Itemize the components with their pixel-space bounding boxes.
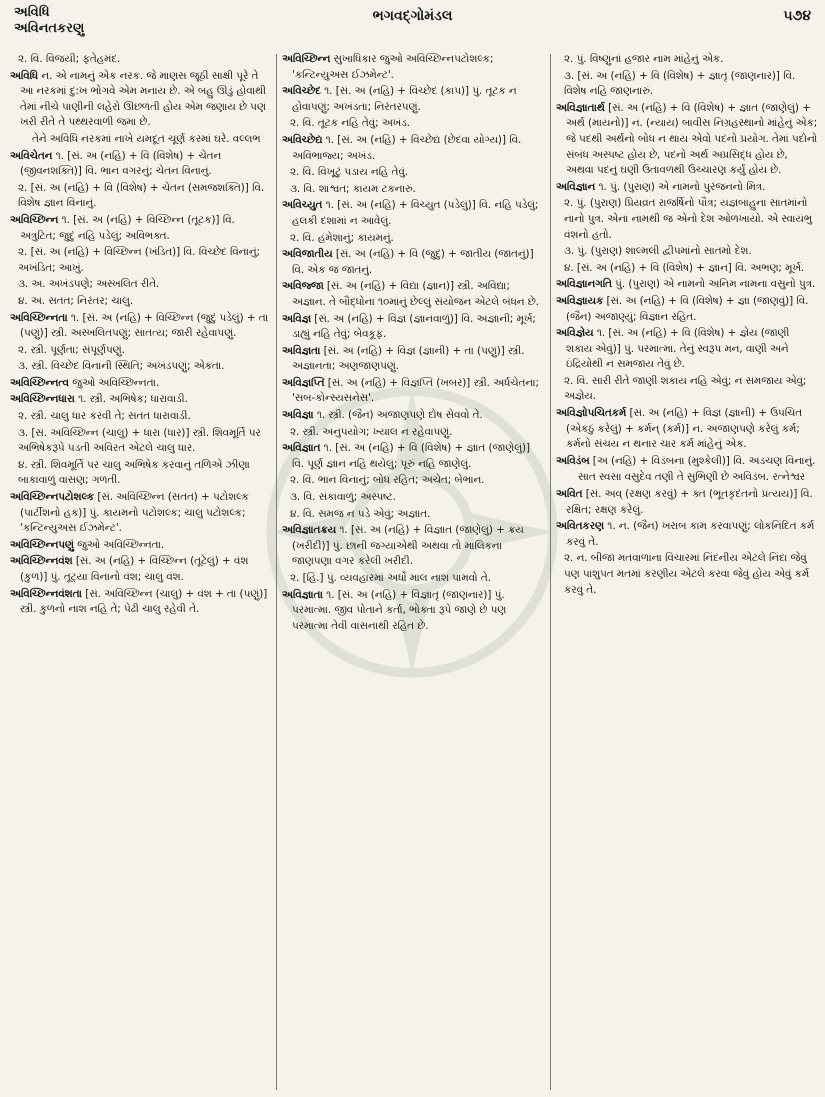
entry-sense: ૩. સ્ત્રી. વિચ્છેદ વિનાની સ્થિતિ; અખંડપણું; એકતા. bbox=[18, 360, 225, 373]
dictionary-entry: અવિજ્ઞા ૧. સ્ત્રી. (જૈન) અજાણપણે દોષ સેવવો તે. bbox=[282, 409, 483, 422]
guide-word-first: અવિધિ bbox=[14, 5, 50, 20]
dictionary-entry: અવિજ્જા [સં. અ (નહિ) + વિદ્યા (જ્ઞાન)] સ્ત્રી. અવિદ્યા; અજ્ઞાન. તે બૌદ્ધોના ૧૦માંનું છેલ્લું સંયોજન એટલે બંધન છે. bbox=[282, 280, 539, 308]
page-number: ૫૭૪ bbox=[783, 8, 811, 24]
entry-sense: ૪. [સં. અ (નહિ) + વિ (વિશેષ) + જ્ઞાન] વિ. અભણ; મૂર્ખ. bbox=[564, 261, 805, 274]
dictionary-entry: અવિડંબ [અ (નહિ) + વિડંબના (મુશ્કેલી)] વિ. અડચણ વિનાનું. bbox=[556, 454, 816, 467]
headword: અવિજ્ઞા bbox=[282, 409, 314, 422]
entry-sense: ૨. વિ. વિખૂટું પડાય નહિ તેવું. bbox=[290, 166, 409, 179]
headword: અવિચ્છિન્ન bbox=[10, 213, 59, 226]
entry-sense: ૨. [સં. અ (નહિ) + વિચ્છિન્ન (ખંડિત)] વિ. વિચ્છેદ વિનાનું; અખંડિત; આખું. bbox=[18, 246, 261, 274]
headword: અવિચ્છિન્ન bbox=[282, 53, 331, 65]
dictionary-entry: અવિચ્છિન્ન ૧. [સં. અ (નહિ) + વિચ્છિન્ન (તૂટક)] વિ. અત્રુટિત; જુદું નહિ પડેલું; અવિભક્ત. bbox=[10, 213, 235, 242]
headword: અવિચ્છિન્નતા bbox=[10, 311, 68, 324]
dictionary-entry: અવિચ્છિન્નવંશતા [સં. અવિચ્છિન્ન (ચાલુ) + વંશ + તા (પણું)] સ્ત્રી. કુળનો નાશ નહિ તે; પેઢી ચાલુ રહેવી તે. bbox=[10, 587, 268, 616]
column-divider bbox=[276, 54, 277, 1090]
dictionary-entry: અવિચેતન ૧. [સં. અ (નહિ) + વિ (વિશેષ) + ચેતન (જીવનશક્તિ)] વિ. ભાન વગરનું; ચેતન વિનાનું. bbox=[10, 149, 222, 178]
dictionary-entry: અવિજાતીય [સં. અ (નહિ) + વિ (જુદું) + જાતીય (જાતનું)] વિ. એક જ જાતનું. bbox=[282, 248, 534, 276]
dictionary-entry: અવિચ્યુત ૧. [સં. અ (નહિ) + વિચ્યુત (પડેલું)] વિ. નહિ પડેલું; હલકી દશામાં ન આવેલું. bbox=[282, 199, 539, 227]
entry-sense: ૩. પું. (પુરાણ) શાલ્મલી દ્વીપમાંનો સાતમો દેશ. bbox=[564, 245, 752, 258]
dictionary-entry: અવિચ્છિન્નપટોશલ્ક [સં. અવિચ્છિન્ન (સતત) + પટોશલ્ક (પાર્ટીશનો હક)] પું. કાયમનો પટોશલ્ક; ચાલુ પટોશલ્ક; 'કન્ટિન્યુઅસ ઈઝમેન્ટ'. bbox=[10, 491, 249, 535]
entry-sense: ૨. સ્ત્રી. પૂર્ણતા; સંપૂર્ણપણું. bbox=[18, 343, 125, 356]
headword: અવિજ્ઞ bbox=[282, 312, 312, 325]
dictionary-entry: અવિચ્છેદ ૧. [સં. અ (નહિ) + વિચ્છેદ (કાપ)] પું. તૂટક ન હોવાપણું; અખંડતા; નિરંતરપણું. bbox=[282, 85, 517, 113]
entry-sense: ૨. વિ. ભાન વિનાનું; બોધ રહિત; અચેત; બેભાન. bbox=[290, 474, 485, 487]
guide-word-last: અવિનતકરણુ bbox=[14, 21, 85, 36]
headword: અવિચ્છિન્નવંશતા bbox=[10, 587, 82, 600]
entry-quotation: સાત સ્વસા વસુદેવ તણી તે સુભિણી છે અવિડંબ. રત્નેશ્વર bbox=[578, 471, 806, 484]
entry-sense: ૪. અ. સતત; નિરંતર; ચાલુ. bbox=[18, 294, 134, 307]
headword: અવિજ્ઞપ્તિ bbox=[282, 376, 325, 389]
dictionary-entry: અવિચ્છિન્ન સુખાધિકાર જુઓ અવિચ્છિન્નપટોશલ્ક; 'કન્ટિન્યુઅસ ઈઝમેન્ટ'. bbox=[282, 53, 494, 81]
headword: અવિજ્ઞાતક્રય bbox=[282, 524, 337, 537]
entry-sense: ૨. સ્ત્રી. અનુપયોગ; ખ્યાલ ન રહેવાપણું. bbox=[290, 425, 453, 438]
entry-sense: ૨. વિ. તૂટક નહિ તેવું; અખંડ. bbox=[290, 117, 411, 130]
dictionary-entry: અવિજ્ઞાતા ૧. [સં. અ (નહિ) + વિજ્ઞાતૃ (જાણનાર)] પું. પરમાત્મા. જીવ પોતાને કર્તા, ભોક્તા રૂપે જાણે છે પણ પરમાત્મા તેવી વાસનાથી રહિત છે. bbox=[282, 588, 507, 632]
entry-sense: ૩. [સં. અવિચ્છિન્ન (ચાલુ) + ધારા (ધાર)] સ્ત્રી. શિવમૂર્તિ પર અભિષેકરૂપે પડતી અવિરત એટલે ચાલુ ધાર. bbox=[18, 426, 261, 455]
headword: અવિજ્ઞાયક bbox=[556, 294, 604, 307]
headword: અવિજ્ઞતા bbox=[282, 344, 321, 357]
headword: અવિચ્છેદ્ય bbox=[282, 133, 323, 146]
dictionary-entry: અવિજ્ઞેય ૧. [સં. અ (નહિ) + વિ (વિશેષ) + જ્ઞેય (જાણી શકાય એવું)] પું. પરમાત્મા. તેનું સ્વરૂપ મન, વાણી અને ઇંદ્રિયોથી ન સમજાય તેવું છે. bbox=[556, 327, 790, 371]
headword: અવિજ્ઞાન bbox=[556, 180, 596, 193]
entry-sense: ૨. પું. (પુરાણ) પ્રિયવ્રત રાજર્ષિનો પૌત્ર; યજ્ઞબાહુના સાતમાંનો નાનો પુત્ર. એના નામથી જ એનો દેશ ઓળખાયો. એ સ્વાયંભુ વંશનો હતો. bbox=[564, 197, 813, 241]
headword: અવિજાતીય bbox=[282, 248, 333, 261]
entry-sense: ૨. ન. બીજા મતવાળાના વિચારમાં નિંદનીય એટલે નિંદા જેવું પણ પાશુપત મતમાં કરણીય એટલે કરવા જેવું હોય એવું કર્મ કરવું તે. bbox=[564, 552, 810, 596]
dictionary-entry: અવિચ્છિન્નતા ૧. [સં. અ (નહિ) + વિચ્છિન્ન (જુદું પડેલું) + તા (પણું)] સ્ત્રી. અસ્ખલિતપણું; સાતત્ય; જારી રહેવાપણું. bbox=[10, 311, 269, 340]
entry-sense: ૩. [સં. અ (નહિ) + વિ (વિશેષ) + જ્ઞાતૃ (જાણનાર)] વિ. વિશેષ નહિ જાણનારું. bbox=[564, 69, 796, 98]
entry-quotation: તેને અવિધિ નરકમાં નાખે યમદૂત ચૂર્ણ કરમાં ઘરે. વલ્લભ bbox=[32, 132, 261, 145]
headword: અવિજ્ઞેય bbox=[556, 327, 594, 340]
column-divider bbox=[550, 54, 551, 1090]
entry-sense: ૨. [સં. અ (નહિ) + વિ (વિશેષ) + ચેતન (સમજશક્તિ)] વિ. વિશેષ જ્ઞાન વિનાનું. bbox=[18, 181, 265, 210]
dictionary-entry: અવિજ્ઞાતાર્થ [સં. અ (નહિ) + વિ (વિશેષ) + જ્ઞાત (જાણેલું) + અર્થ (માયનો)] ન. (ન્યાય) બાવીસ નિગ્રહસ્થાનો માંહેનું એક; જે પદથી અર્થનો બોધ ન થાય એવો પદનો પ્રયોગ. તેમાં પદોનો સંબંધ અસ્પષ્ટ હોય છે, પદનો અર્થ અપ્રસિદ્ધ હોય છે, અથવા પદનું ઘણી ઉતાવળથી ઉચ્ચારણ કર્યું હોય છે. bbox=[556, 101, 818, 177]
headword: અવિજ્ઞાત bbox=[282, 442, 321, 455]
headword: અવિચ્યુત bbox=[282, 199, 323, 212]
dictionary-entry: અવિજ્ઞતા [સં. અ (નહિ) + વિજ્ઞ (જ્ઞાની) + તા (પણું)] સ્ત્રી. અજ્ઞાનતા; અણજાણપણું. bbox=[282, 344, 525, 373]
entry-sense: ૨. [હિં.] પું. વ્યવહારમાં અર્ધો માલ નાશ પામવો તે. bbox=[290, 572, 491, 584]
headword: અવિચ્છિન્નપણું bbox=[10, 538, 74, 551]
entry-sense: ૨. વિ. હંમેશાનું; કાયમનું. bbox=[290, 231, 394, 244]
dictionary-entry: અવિજ્ઞપ્તિ [સં. અ (નહિ) + વિજ્ઞપ્તિ (ખબર)] સ્ત્રી. અર્ધચેતના; 'સબ-કોન્સ્યસનેસ'. bbox=[282, 376, 539, 405]
entry-sense: ૨. વિ. વિજયી; ફતેહમંદ. bbox=[18, 53, 121, 65]
dictionary-entry: અવિજ્ઞાત ૧. [સં. અ (નહિ) + વિ (વિશેષ) + જ્ઞાત (જાણેલું)] વિ. પૂર્ણ જ્ઞાન નહિ થયેલું; પૂરું નહિ જાણેલું. bbox=[282, 442, 531, 470]
headword: અવિચ્છેદ bbox=[282, 85, 321, 98]
dictionary-entry: અવિચ્છિન્નત્વ જુઓ અવિચ્છિન્નતા. bbox=[10, 376, 160, 389]
headword: અવિચ્છિન્નવંશ bbox=[10, 555, 73, 568]
dictionary-entry: અવિચ્છિન્નવંશ [સં. અ (નહિ) + વિચ્છિન્ન (તૂટેલું) + વંશ (કુળ)] પું. તૂટ્યા વિનાનો વંશ; ચાલુ વંશ. bbox=[10, 555, 249, 583]
dictionary-entry: અવિચ્છેદ્ય ૧. [સં. અ (નહિ) + વિચ્છેદ્ય (છેદવા યોગ્ય)] વિ. અવિભાજ્ય; અખંડ. bbox=[282, 133, 522, 162]
entry-sense: ૩. અ. અખંડપણે; અસ્ખલિત રીતે. bbox=[18, 278, 160, 291]
headword: અવિજ્ઞાનગતિ bbox=[556, 278, 612, 291]
entry-sense: ૨. સ્ત્રી. ચાલુ ધાર કરવી તે; સતત ધારાવાડી. bbox=[18, 410, 191, 423]
dictionary-entry: અવિજ્ઞાયક [સં. અ (નહિ) + વિ (વિશેષ) + જ્ઞા (જાણવું)] વિ. (જૈન) અજાણ્યું; વિજ્ઞાન રહિત. bbox=[556, 294, 809, 323]
dictionary-entry: અવિજ્ઞ [સં. અ (નહિ) + વિજ્ઞ (જ્ઞાનવાળું)] વિ. અજ્ઞાની; મૂર્ખ; ડાહ્યું નહિ તેવું; બેવકૂફ. bbox=[282, 312, 536, 341]
dictionary-entry: અવિચ્છિન્નપણું જુઓ અવિચ્છિન્નતા. bbox=[10, 538, 165, 551]
dictionary-entry: અવિતકરણ ૧. ન. (જૈન) ખરાબ કામ કરવાપણું; લોકનિંદિત કર્મ કરવું તે. bbox=[556, 520, 815, 548]
dictionary-column-3 bbox=[556, 52, 818, 1092]
page-header bbox=[0, 0, 825, 54]
running-title: ભગવદ્ગોમંડલ bbox=[372, 8, 453, 24]
headword: અવિચ્છિન્નપટોશલ્ક bbox=[10, 491, 95, 504]
entry-sense: ૨. પું. વિષ્ણુનાં હજાર નામ માંહેનું એક. bbox=[564, 53, 724, 65]
entry-sense: ૪. વિ. સમજ ન પડે એવું; અજ્ઞાત. bbox=[290, 507, 431, 520]
dictionary-entry: અવિધિ ન. એ નામનું એક નરક. જે માણસ જૂઠી સાક્ષી પૂરે તે આ નરકમાં દુ:ખ ભોગવે એમ મનાય છે. એ બહુ ઊંડું હોવાથી તેમાં નીચે પાણીની લહેરો ઊછળતી હોય એમ જણાય છે પણ ખરી રીતે તે પથ્થરવાળી જમા છે. bbox=[10, 69, 267, 129]
dictionary-column-2 bbox=[282, 52, 544, 1092]
headword: અવિજ્ઞોપચિતકર્મ bbox=[556, 407, 627, 420]
entry-sense: ૪. સ્ત્રી. શિવમૂર્તિ પર ચાલુ અભિષેક કરવાનું તળિએ ઝીણા બાકાવાળું વાસણ; ગળતી. bbox=[18, 458, 250, 487]
headword: અવિચેતન bbox=[10, 149, 53, 162]
headword: અવિતકરણ bbox=[556, 520, 605, 533]
dictionary-entry: અવિત [સં. અવ્ (રક્ષણ કરવું) + ક્ત (ભૂતકૃદંતનો પ્રત્યય)] વિ. રક્ષિત; રક્ષણ કરેલું. bbox=[556, 488, 813, 516]
headword: અવિજ્જા bbox=[282, 280, 324, 293]
headword: અવિધિ bbox=[10, 69, 39, 82]
headword: અવિચ્છિન્નત્વ bbox=[10, 376, 69, 389]
headword: અવિડંબ bbox=[556, 454, 590, 467]
dictionary-entry: અવિજ્ઞાન ૧. પું. (પુરાણ) એ નામનો પુરંજનનો મિત્ર. bbox=[556, 180, 766, 193]
entry-sense: ૩. વિ. શાશ્વત; કાયમ ટકનારું. bbox=[290, 182, 416, 195]
entry-sense: ૩. વિ. સંકાવાળું; અસ્પષ્ટ. bbox=[290, 491, 396, 504]
dictionary-column-1 bbox=[10, 52, 270, 1092]
dictionary-entry: અવિજ્ઞોપચિતકર્મ [સં. અ (નહિ) + વિજ્ઞ (જ્ઞાની) + ઉપચિત (એકઠું કરેલું) + કર્મન્ (કર્મ)] ન. અજાણપણે કરેલું કર્મ; કર્મનો સંચય ન થનાર ચાર કર્મ માંહેનું એક. bbox=[556, 407, 803, 451]
headword: અવિચ્છિન્નધારા bbox=[10, 393, 75, 406]
dictionary-entry: અવિચ્છિન્નધારા ૧. સ્ત્રી. અભિષેક; ધારાવાડી. bbox=[10, 393, 188, 406]
entry-sense: ૨. વિ. સારી રીતે જાણી શકાય નહિ એવું; ન સમજાય એવું; અજ્ઞેય. bbox=[564, 374, 807, 403]
headword: અવિત bbox=[556, 488, 583, 501]
dictionary-entry: અવિજ્ઞાનગતિ પું. (પુરાણ) એ નામનો અનિમ નામના વસુનો પુત્ર. bbox=[556, 278, 816, 291]
headword: અવિજ્ઞાતા bbox=[282, 588, 323, 601]
headword: અવિજ્ઞાતાર્થ bbox=[556, 101, 605, 114]
dictionary-entry: અવિજ્ઞાતક્રય ૧. [સં. અ (નહિ) + વિજ્ઞાત (જાણેલું) + ક્રય (ખરીદી)] પું. છાની જગ્યાએથી અથવા તો માલિકના જાણપણા વગર કરેલી ખરીદી. bbox=[282, 524, 524, 568]
